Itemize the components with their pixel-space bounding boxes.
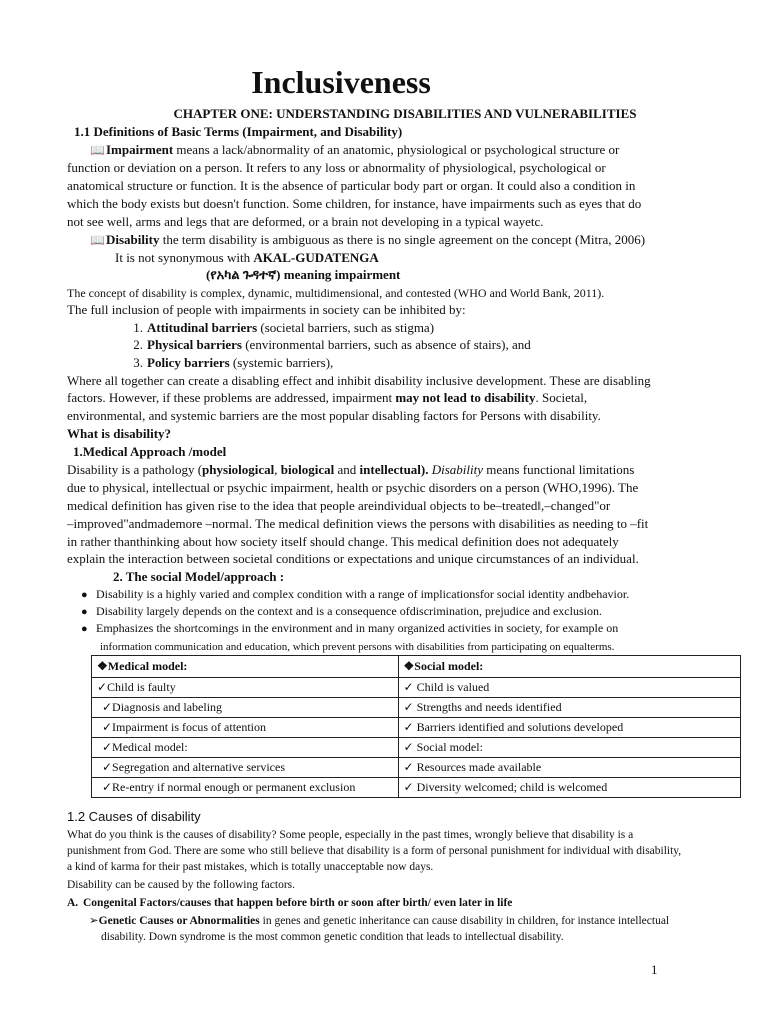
document-title: Inclusiveness [251,64,431,100]
genetic-line-1 [89,914,669,929]
table-header-row [92,656,741,678]
what-is-disability-heading: What is disability? [67,426,172,441]
where-line-2 [67,390,587,406]
table-row [92,738,741,758]
congenital-text: Congenital Factors/causes that happen before birth or soon after birth/ even later in life [83,897,513,909]
disability-text: the term disability is ambiguous as there is no single agreement on the concept (Mitra, 2006) [159,232,646,247]
akal-gudatenga: AKAL-GUDATENGA [253,250,379,265]
genetic-bold: Genetic Causes or Abnormalities [98,915,260,927]
medical-line-2: due to physical, intellectual or psychic impairment, health or psychic disorders on a person (WHO,1996). The [67,480,639,495]
medical-line-5: in rather thanthinking about how society itself should change. This medical definition does not adequately [67,534,619,549]
medical-line-1 [67,462,634,478]
barrier-item-2 [127,337,531,353]
arrow-bullet-icon: ➢ [89,915,99,927]
barrier-name: Physical barriers [147,337,242,352]
concept-line: The concept of disability is complex, dynamic, multidimensional, and contested (WHO and World Bank, 2011). [67,286,605,300]
caused-by-line: Disability can be caused by the following factors. [67,879,296,891]
section-heading-1-1: 1.1 Definitions of Basic Terms (Impairment, and Disability) [74,124,403,139]
medical-line-3: medical definition has given rise to the idea that people areindividual objects to be–treated‖,–changed"or [67,498,611,513]
barrier-desc: (systemic barriers), [229,355,334,370]
medical-line-4: –improved"andmademore –normal. The medical definition views the persons with disabilities as needing to –fit [67,516,649,531]
impairment-line-1 [90,142,619,158]
impairment-text: means a lack/abnormality of an anatomic, physiological or psychological structure or [173,142,620,157]
section-heading-1-2: 1.2 Causes of disability [67,809,201,824]
medical-bold-intellectual: intellectual). [359,462,429,477]
medical-approach-heading: 1.Medical Approach /model [73,444,227,459]
disability-term: Disability [106,232,160,247]
impairment-line-3: anatomical structure or function. It is the absence of particular body part or organ. It could also a condition in [67,178,636,193]
table-row [92,678,741,698]
model-comparison-table [91,655,741,798]
where-line-3: environmental, and systemic barriers are the most popular disabling factors for Persons with disability. [67,408,601,423]
impairment-line-2: function or deviation on a person. It refers to any loss or abnormality of physiological, psychological or [67,160,606,175]
bullet-icon: ● [81,623,88,635]
medical-text: and [334,462,360,477]
barrier-item-3 [127,355,333,371]
list-number: 1. [133,320,143,335]
book-icon: 📖 [90,143,105,157]
barrier-desc: (societal barriers, such as stigma) [257,320,435,335]
disability-line-3: (የአካል ጉዳተኛ) meaning impairment [206,267,401,282]
impairment-line-5: not see well, arms and legs that are deformed, or a brain not developing in a typical wayetc. [67,214,544,229]
table-cell: ✓Child is faulty [92,678,399,698]
causes-line-2: punishment from God. There are some who still believe that disability is a form of personal punishment for individual with disability, [67,845,682,857]
genetic-line-2: disability. Down syndrome is the most common genetic condition that leads to intellectual disability. [101,931,564,943]
social-model-heading: 2. The social Model/approach : [113,569,285,584]
table-cell: ✓Segregation and alternative services [92,758,399,778]
barrier-desc: (environmental barriers, such as absence of stairs), and [241,337,531,352]
bullet-icon: ● [81,606,88,618]
medical-italic-disability: Disability [428,462,484,477]
table-cell: ✓ Social model: [398,738,740,758]
table-cell: ✓ Strengths and needs identified [398,698,740,718]
table-cell: ✓Diagnosis and labeling [92,698,399,718]
causes-line-1: What do you think is the causes of disability? Some people, especially in the past times, wrongly believe that disability is a [67,829,634,841]
medical-bold-biological: biological [280,462,335,477]
table-cell: ✓Medical model: [92,738,399,758]
barrier-name: Attitudinal barriers [147,320,258,335]
medical-bold-physiological: physiological [202,462,275,477]
bullet-icon: ● [81,589,88,601]
congenital-heading [67,896,512,911]
list-letter: A. [67,897,79,909]
table-cell: ✓Impairment is focus of attention [92,718,399,738]
causes-line-3: a kind of karma for their past mistakes, which is totally unacceptable now days. [67,861,434,873]
barrier-item-1 [127,320,434,336]
medical-line-6: explain the interaction between societal conditions or expectations and unique circumstances of an individual. [67,551,639,566]
table-cell: ✓Re-entry if normal enough or permanent exclusion [92,778,399,798]
chapter-heading: CHAPTER ONE: UNDERSTANDING DISABILITIES AND VULNERABILITIES [173,106,637,121]
disability-line-1 [90,232,645,248]
medical-model-header: ❖Medical model: [92,656,399,678]
disability-line-2 [115,250,379,266]
where-text-end: . Societal, [535,390,588,405]
social-model-header: ❖Social model: [398,656,740,678]
social-bullet-3-continuation: information communication and education, which prevent persons with disabilities from participating on equalterms. [100,641,615,653]
genetic-text: in genes and genetic inheritance can cause disability in children, for instance intellectual [259,915,670,927]
impairment-line-4: which the body exists but doesn't function. Some children, for instance, have impairments such as eyes that do [67,196,642,211]
where-line-1: Where all together can create a disabling effect and inhibit disability inclusive development. These are disabling [67,373,651,388]
table-cell: ✓ Child is valued [398,678,740,698]
book-icon: 📖 [90,233,105,247]
where-text: factors. However, if these problems are addressed, impairment [67,390,396,405]
table-row [92,718,741,738]
disability-synonym-text: It is not synonymous with [115,250,254,265]
may-not-lead-text: may not lead to disability [395,390,536,405]
social-bullet-1: Disability is a highly varied and complex condition with a range of implicationsfor social identity andbehavior. [96,587,630,601]
table-cell: ✓ Barriers identified and solutions developed [398,718,740,738]
list-number: 3. [133,355,143,370]
table-row [92,698,741,718]
list-number: 2. [133,337,143,352]
page-number: 1 [651,962,658,977]
social-bullet-2: Disability largely depends on the context and is a consequence ofdiscrimination, prejudice and exclusion. [96,604,602,618]
impairment-term: Impairment [106,142,174,157]
medical-text: means functional limitations [483,462,635,477]
table-row [92,758,741,778]
table-cell: ✓ Diversity welcomed; child is welcomed [398,778,740,798]
barrier-name: Policy barriers [147,355,230,370]
medical-text: Disability is a pathology ( [67,462,203,477]
table-row [92,778,741,798]
full-inclusion-line: The full inclusion of people with impairments in society can be inhibited by: [67,302,466,317]
social-bullet-3: Emphasizes the shortcomings in the environment and in many organized activities in society, for example on [96,621,619,635]
medical-text: , [274,462,281,477]
table-cell: ✓ Resources made available [398,758,740,778]
